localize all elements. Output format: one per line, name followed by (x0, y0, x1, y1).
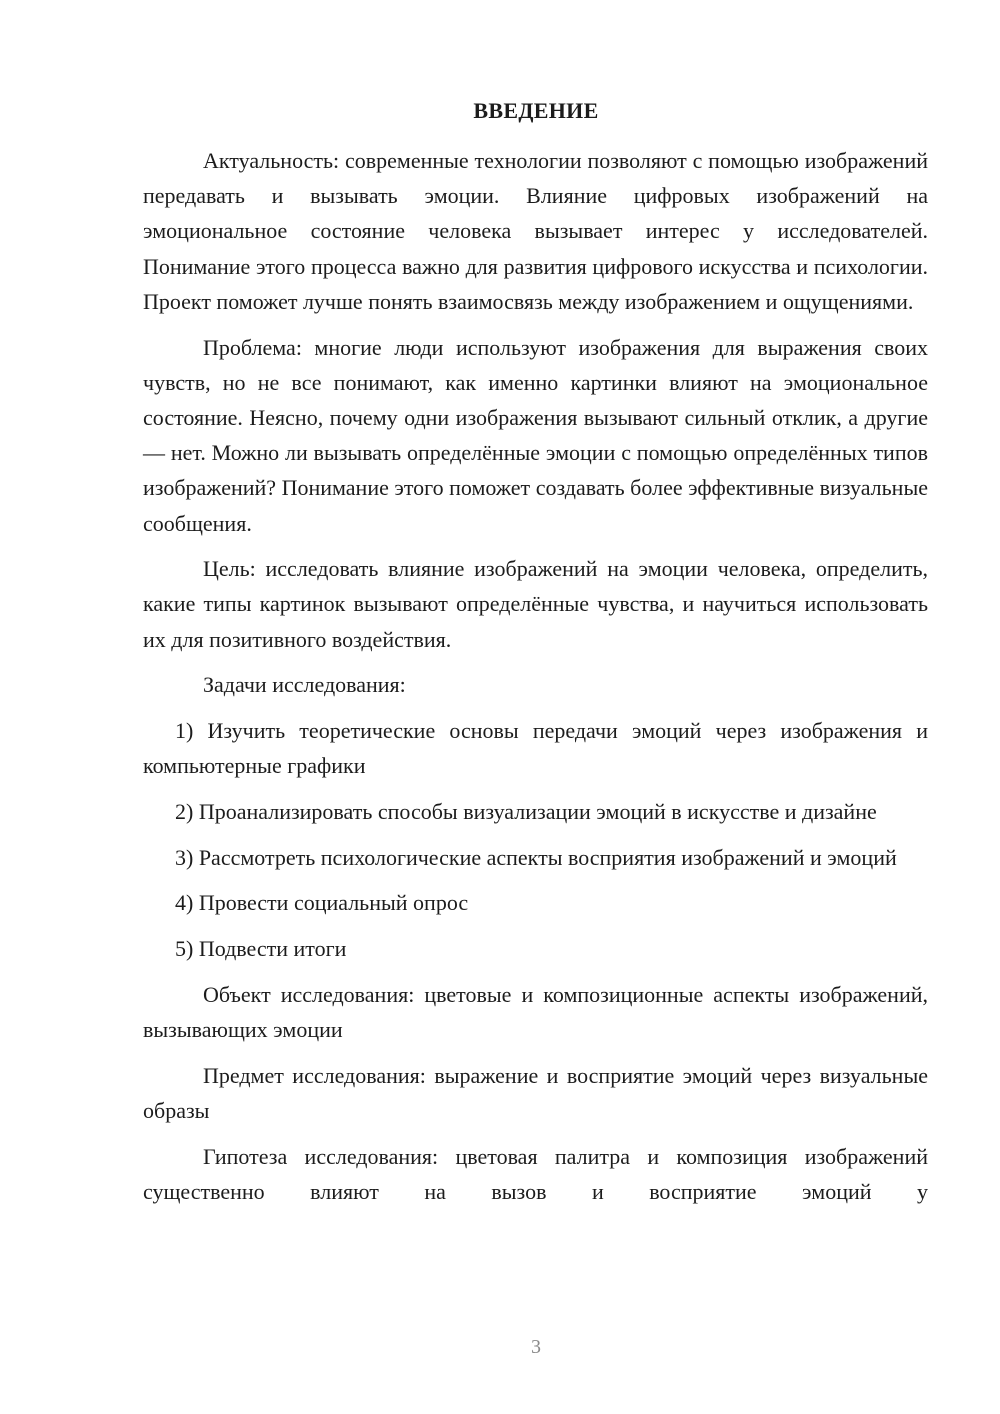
tasks-heading: Задачи исследования: (203, 672, 406, 698)
task-item: 4) Провести социальный опрос (175, 890, 469, 916)
task-item: 1) Изучить теоретические основы передачи эмоций через изображения и компьютерные графики (143, 718, 928, 779)
task-item: 3) Рассмотреть психологические аспекты восприятия изображений и эмоций (175, 844, 897, 870)
relevance-paragraph: Актуальность: современные технологии позволяют с помощью изображений передавать и вызывать эмоции. Влияние цифровых изображений на эмоциональное состояние человека вызывает интерес у исследователей. Понимание этого процесса важно для развития цифрового искусства и психологии. Проект поможет лучше понять взаимосвязь между изображением и ощущениями. (143, 148, 928, 314)
document-body (143, 143, 928, 1209)
subject-paragraph: Предмет исследования: выражение и восприятие эмоций через визуальные образы (143, 1062, 928, 1123)
task-item: 2) Проанализировать способы визуализации эмоций в искусстве и дизайне (175, 798, 877, 824)
object-paragraph: Объект исследования: цветовые и композиционные аспекты изображений, вызывающих эмоции (143, 981, 928, 1042)
page-number: 3 (531, 1336, 541, 1358)
page-title: ВВЕДЕНИЕ (473, 98, 599, 123)
problem-paragraph: Проблема: многие люди используют изображения для выражения своих чувств, но не все понимают, как именно картинки влияют на эмоциональное состояние. Неясно, почему одни изображения вызывают сильный отклик, а другие — нет. Можно ли вызывать определённые эмоции с помощью определённых типов изображений? Понимание этого поможет создавать более эффективные визуальные сообщения. (143, 334, 928, 536)
task-item: 5) Подвести итоги (175, 936, 347, 962)
goal-paragraph: Цель: исследовать влияние изображений на эмоции человека, определить, какие типы картинок вызывают определённые чувства, и научиться использовать их для позитивного воздействия. (143, 556, 928, 652)
hypothesis-paragraph: Гипотеза исследования: цветовая палитра и композиция изображений существенно влияют на вызов и восприятие эмоций у (143, 1143, 928, 1204)
